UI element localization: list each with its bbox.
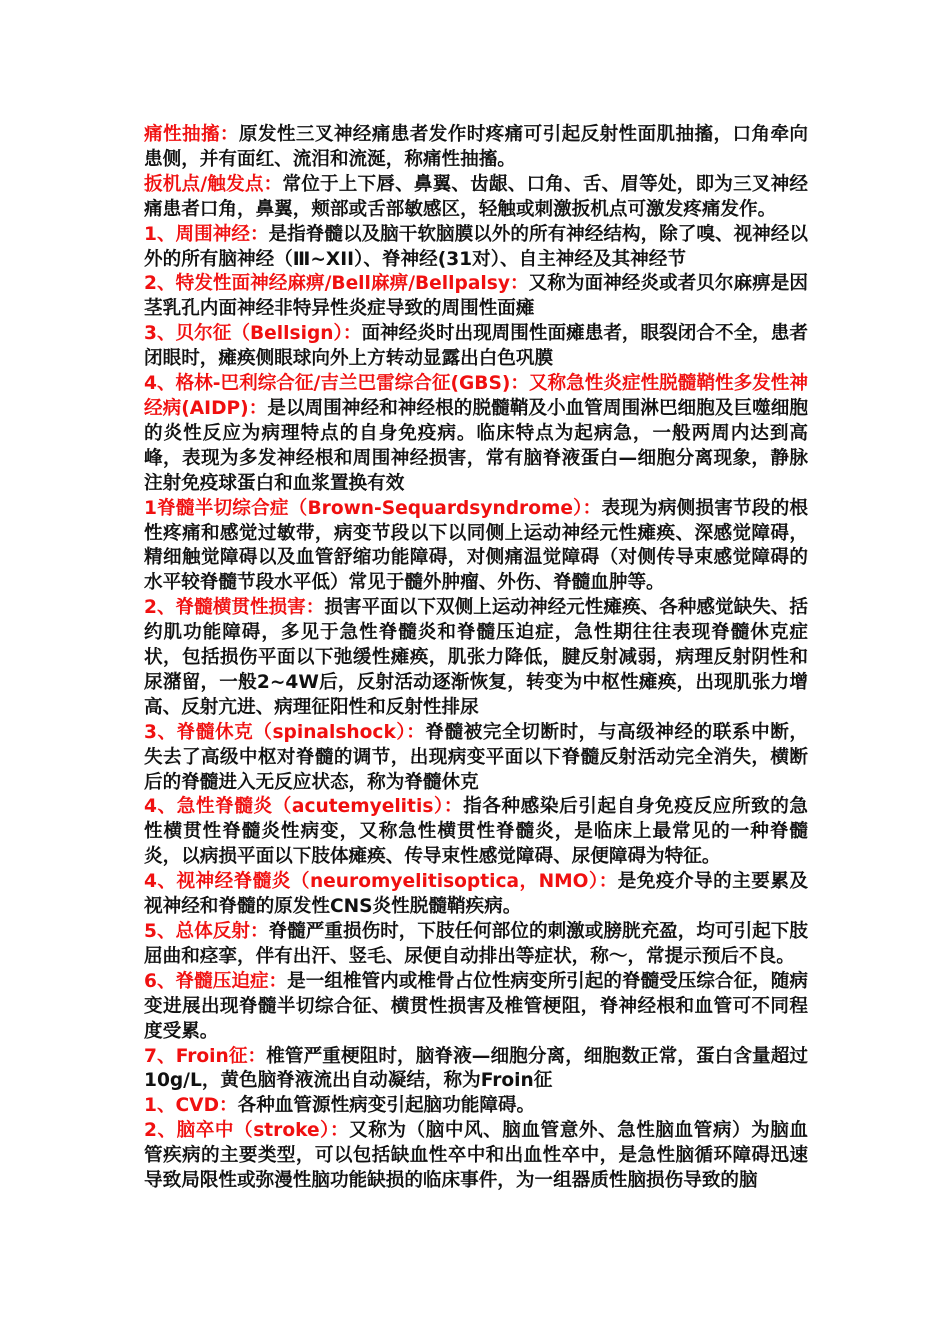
definition-text: 原发性三叉神经痛患者发作时疼痛可引起反射性面肌抽搐，口角牵向患侧，并有面红、流泪和流涎，称痛性抽搐。 (144, 124, 808, 170)
term-heading: 4、视神经脊髓炎（neuromyelitisoptica，NMO）： (144, 871, 618, 893)
definition-text: 脊髓被完全切断时，与高级神经的联系中断，失去了高级中枢对脊髓的调节，出现病变平面以下脊髓反射活动完全消失，横断后的脊髓进入无反应状态，称为脊髓休克 (144, 721, 808, 793)
term-heading: 痛性抽搐： (144, 124, 239, 145)
definition-paragraph (144, 596, 808, 721)
definition-paragraph (144, 920, 808, 970)
term-heading: 扳机点/触发点： (144, 173, 283, 195)
definition-paragraph (144, 870, 808, 920)
term-heading: 3、贝尔征（Bellsign）： (144, 323, 362, 345)
definition-paragraph (144, 372, 808, 497)
definition-paragraph (144, 721, 808, 796)
definition-paragraph (144, 1094, 808, 1119)
definition-paragraph (144, 1045, 808, 1095)
term-heading: 1、周围神经： (144, 223, 269, 245)
definition-text: 是免疫介导的主要累及视神经和脊髓的原发性CNS炎性脱髓鞘疾病。 (144, 871, 808, 918)
definition-text: 常位于上下唇、鼻翼、齿龈、口角、舌、眉等处，即为三叉神经痛患者口角，鼻翼，颊部或舌部敏感区，轻触或刺激扳机点可激发疼痛发作。 (144, 173, 808, 220)
definition-paragraph (144, 795, 808, 870)
definition-text: 是一组椎管内或椎骨占位性病变所引起的脊髓受压综合征，随病变进展出现脊髓半切综合征、横贯性损害及椎管梗阻，脊神经根和血管可不同程度受累。 (144, 970, 808, 1042)
term-heading: 2、特发性面神经麻痹/Bell麻痹/Bellpalsy： (144, 273, 529, 295)
term-heading: 6、脊髓压迫症： (144, 970, 288, 992)
definition-text: 表现为病侧损害节段的根性疼痛和感觉过敏带，病变节段以下以同侧上运动神经元性瘫痪、深感觉障碍，精细触觉障碍以及血管舒缩功能障碍，对侧痛温觉障碍（对侧传导束感觉障碍的水平较脊髓节段水平低）常见于髓外肿瘤、外伤、脊髓血肿等。 (144, 497, 808, 594)
definition-text: 是指脊髓以及脑干软脑膜以外的所有神经结构，除了嗅、视神经以外的所有脑神经（Ⅲ~XII）、脊神经(31对）、自主神经及其神经节 (144, 223, 808, 270)
definition-paragraph (144, 272, 808, 322)
definition-paragraph (144, 970, 808, 1045)
definition-text: 各种血管源性病变引起脑功能障碍。 (237, 1095, 536, 1117)
definition-paragraph (144, 1119, 808, 1194)
document-body (144, 123, 808, 1194)
term-heading: 3、脊髓休克（spinalshock）： (144, 721, 426, 743)
definition-text: 又称为面神经炎或者贝尔麻痹是因茎乳孔内面神经非特异性炎症导致的周围性面瘫 (144, 273, 808, 320)
term-heading: 7、Froin征： (144, 1045, 267, 1067)
definition-paragraph (144, 497, 808, 597)
definition-text: 面神经炎时出现周围性面瘫患者，眼裂闭合不全，患者闭眼时，瘫痪侧眼球向外上方转动显露出白色巩膜 (144, 323, 808, 370)
term-heading: 2、脑卒中（stroke）： (144, 1120, 350, 1142)
definition-text: 指各种感染后引起自身免疫反应所致的急性横贯性脊髓炎性病变，又称急性横贯性脊髓炎，是临床上最常见的一种脊髓炎，以病损平面以下肢体瘫痪、传导束性感觉障碍、尿便障碍为特征。 (144, 796, 808, 868)
term-heading: 4、格林-巴利综合征/吉兰巴雷综合征(GBS)：又称急性炎症性脱髓鞘性多发性神经病(AIDP)： (144, 373, 808, 419)
definition-text: 椎管严重梗阻时，脑脊液—细胞分离，细胞数正常，蛋白含量超过10g/L，黄色脑脊液流出自动凝结，称为Froin征 (144, 1045, 808, 1092)
definition-paragraph (144, 173, 808, 223)
definition-text: 脊髓严重损伤时，下肢任何部位的刺激或膀胱充盈，均可引起下肢屈曲和痉挛，伴有出汗、竖毛、尿便自动排出等症状，称～，常提示预后不良。 (144, 921, 808, 967)
definition-paragraph (144, 322, 808, 372)
term-heading: 4、急性脊髓炎（acutemyelitis）： (144, 796, 464, 818)
term-heading: 5、总体反射： (144, 921, 269, 942)
term-heading: 2、脊髓横贯性损害： (144, 597, 325, 619)
definition-text: 是以周围神经和神经根的脱髓鞘及小血管周围淋巴细胞及巨噬细胞的炎性反应为病理特点的自身免疫病。临床特点为起病急，一般两周内达到高峰，表现为多发神经根和周围神经损害，常有脑脊液蛋白—细胞分离现象，静脉注射免疫球蛋白和血浆置换有效 (144, 397, 808, 494)
term-heading: 1、CVD： (144, 1095, 238, 1117)
definition-text: 损害平面以下双侧上运动神经元性瘫痪、各种感觉缺失、括约肌功能障碍，多见于急性脊髓炎和脊髓压迫症，急性期往往表现脊髓休克症状，包括损伤平面以下弛缓性瘫痪，肌张力降低，腱反射减弱，病理反射阴性和尿潴留，一般2~4W后，反射活动逐渐恢复，转变为中枢性瘫痪，出现肌张力增高、反射亢进、病理征阳性和反射性排尿 (144, 597, 808, 718)
definition-paragraph (144, 223, 808, 273)
term-heading: 1脊髓半切综合症（Brown-Sequardsyndrome）： (144, 497, 602, 519)
definition-text: 又称为（脑中风、脑血管意外、急性脑血管病）为脑血管疾病的主要类型，可以包括缺血性卒中和出血性卒中，是急性脑循环障碍迅速导致局限性或弥漫性脑功能缺损的临床事件，为一组器质性脑损伤导致的脑 (144, 1120, 808, 1192)
definition-paragraph (144, 123, 808, 173)
